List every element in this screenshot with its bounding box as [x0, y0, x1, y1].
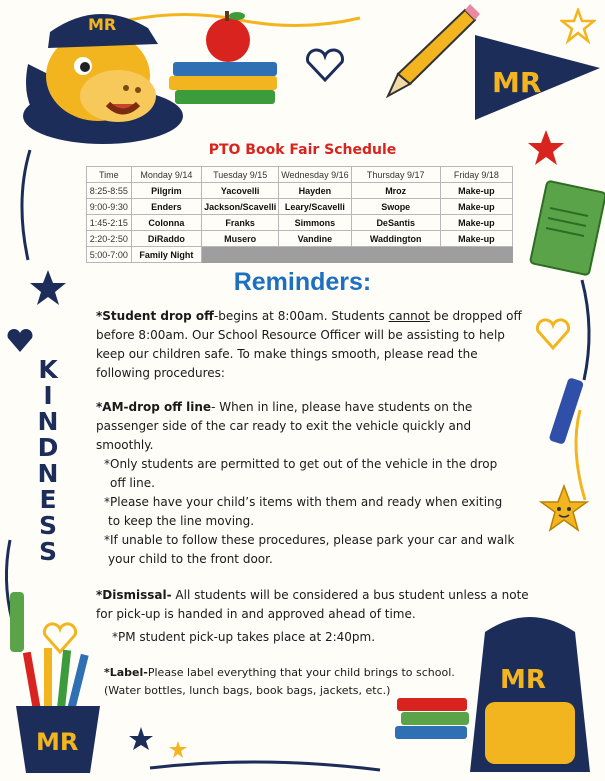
cannot-text: cannot	[388, 309, 430, 323]
backpack-logo-text: MR	[500, 665, 546, 695]
am-bullet-1: *Only students are permitted to get out of the vehicle in the drop	[104, 457, 498, 471]
dismissal-label: *Dismissal-	[96, 588, 172, 602]
am-bullet-2-cont: to keep the line moving.	[108, 514, 255, 528]
header-wednesday: Wednesday 9/16	[279, 167, 351, 183]
cell-wednesday: Leary/Scavelli	[279, 199, 351, 215]
star-bottom-gold-icon	[168, 740, 188, 760]
label-text: Please label everything that your child brings to school.	[147, 666, 455, 679]
mascot-logo-text: MR	[88, 15, 117, 34]
cell-unavailable	[202, 247, 513, 263]
am-bullet-1-cont: off line.	[110, 476, 155, 490]
cell-thursday: Waddington	[351, 231, 440, 247]
dropoff-line	[96, 307, 536, 326]
header-friday: Friday 9/18	[440, 167, 512, 183]
am-line-3: smoothly.	[96, 438, 154, 452]
cell-monday: DiRaddo	[131, 231, 202, 247]
crayon-right-icon	[540, 372, 590, 452]
label-paragraph	[104, 664, 474, 700]
dismissal-paragraph	[96, 586, 536, 647]
pennant-icon	[470, 30, 605, 125]
dropoff-label: *Student drop off	[96, 309, 214, 323]
cup-logo-text: MR	[36, 728, 79, 756]
dropoff-text-end: be dropped off	[429, 309, 522, 323]
apple-books-icon	[165, 6, 285, 116]
heart-right-icon	[535, 318, 571, 352]
notebook-icon	[528, 178, 605, 278]
label-label: *Label-	[104, 666, 148, 679]
cell-thursday: Mroz	[351, 183, 440, 199]
cell-thursday: Swope	[351, 199, 440, 215]
label-line-2: (Water bottles, lunch bags, book bags, jackets, etc.)	[104, 684, 391, 697]
cell-tuesday: Musero	[202, 231, 279, 247]
cell-time: 1:45-2:15	[87, 215, 132, 231]
header-thursday: Thursday 9/17	[351, 167, 440, 183]
dropoff-paragraph	[96, 307, 536, 383]
am-bullet-3: *If unable to follow these procedures, please park your car and walk	[104, 533, 515, 547]
cell-wednesday: Vandine	[279, 231, 351, 247]
cell-time: 2:20-2:50	[87, 231, 132, 247]
dismissal-text: All students will be considered a bus student unless a note	[171, 588, 529, 602]
heart-icon	[304, 48, 346, 84]
am-bullet-3-cont: your child to the front door.	[108, 552, 273, 566]
cell-tuesday: Yacovelli	[202, 183, 279, 199]
pm-pickup-line: *PM student pick-up takes place at 2:40pm.	[112, 630, 376, 644]
cell-wednesday: Hayden	[279, 183, 351, 199]
schedule-table	[86, 166, 513, 263]
header-monday: Monday 9/14	[131, 167, 202, 183]
header-time: Time	[87, 167, 132, 183]
dropoff-line-2: before 8:00am. Our School Resource Officer will be assisting to help	[96, 328, 505, 342]
cell-friday: Make-up	[440, 215, 512, 231]
pencil-cup-icon	[8, 648, 108, 778]
cell-monday: Family Night	[131, 247, 202, 263]
heart-left-icon	[6, 328, 34, 354]
books-bottom-icon	[395, 694, 475, 754]
cell-monday: Colonna	[131, 215, 202, 231]
cell-tuesday: Franks	[202, 215, 279, 231]
cell-friday: Make-up	[440, 231, 512, 247]
kindness-side-word: KINDNESS	[37, 355, 59, 566]
cell-monday: Pilgrim	[131, 183, 202, 199]
cell-wednesday: Simmons	[279, 215, 351, 231]
dropoff-text: -begins at 8:00am. Students	[213, 309, 389, 323]
cell-monday: Enders	[131, 199, 202, 215]
dropoff-line-4: following procedures:	[96, 366, 225, 380]
table-row	[87, 247, 513, 263]
reminders-heading: Reminders:	[233, 268, 372, 296]
table-row	[87, 231, 513, 247]
dismissal-line	[96, 586, 536, 605]
cell-friday: Make-up	[440, 199, 512, 215]
dropoff-line-3: keep our children safe. To make things smooth, please read the	[96, 347, 478, 361]
am-label: *AM-drop off line	[96, 400, 212, 414]
cell-time: 8:25-8:55	[87, 183, 132, 199]
am-text: - When in line, please have students on the	[211, 400, 473, 414]
am-line-2: passenger side of the car ready to exit the vehicle quickly and	[96, 419, 472, 433]
page-title: PTO Book Fair Schedule	[208, 142, 397, 158]
am-dropoff-paragraph	[96, 398, 536, 569]
pencil-icon	[380, 2, 480, 102]
dismissal-line-2: for pick-up is handed in and approved ahead of time.	[96, 607, 416, 621]
cell-time: 9:00-9:30	[87, 199, 132, 215]
star-bottom-icon	[128, 726, 154, 752]
cell-time: 5:00-7:00	[87, 247, 132, 263]
table-row	[87, 183, 513, 199]
cell-tuesday: Jackson/Scavelli	[202, 199, 279, 215]
smiling-star-icon	[538, 484, 590, 534]
pennant-logo-text: MR	[492, 66, 542, 99]
header-tuesday: Tuesday 9/15	[202, 167, 279, 183]
cell-thursday: DeSantis	[351, 215, 440, 231]
cell-friday: Make-up	[440, 183, 512, 199]
am-bullet-2: *Please have your child’s items with them and ready when exiting	[104, 495, 503, 509]
table-row	[87, 199, 513, 215]
schedule-header-row	[87, 167, 513, 183]
am-line	[96, 398, 536, 417]
label-line	[104, 664, 474, 682]
table-row	[87, 215, 513, 231]
